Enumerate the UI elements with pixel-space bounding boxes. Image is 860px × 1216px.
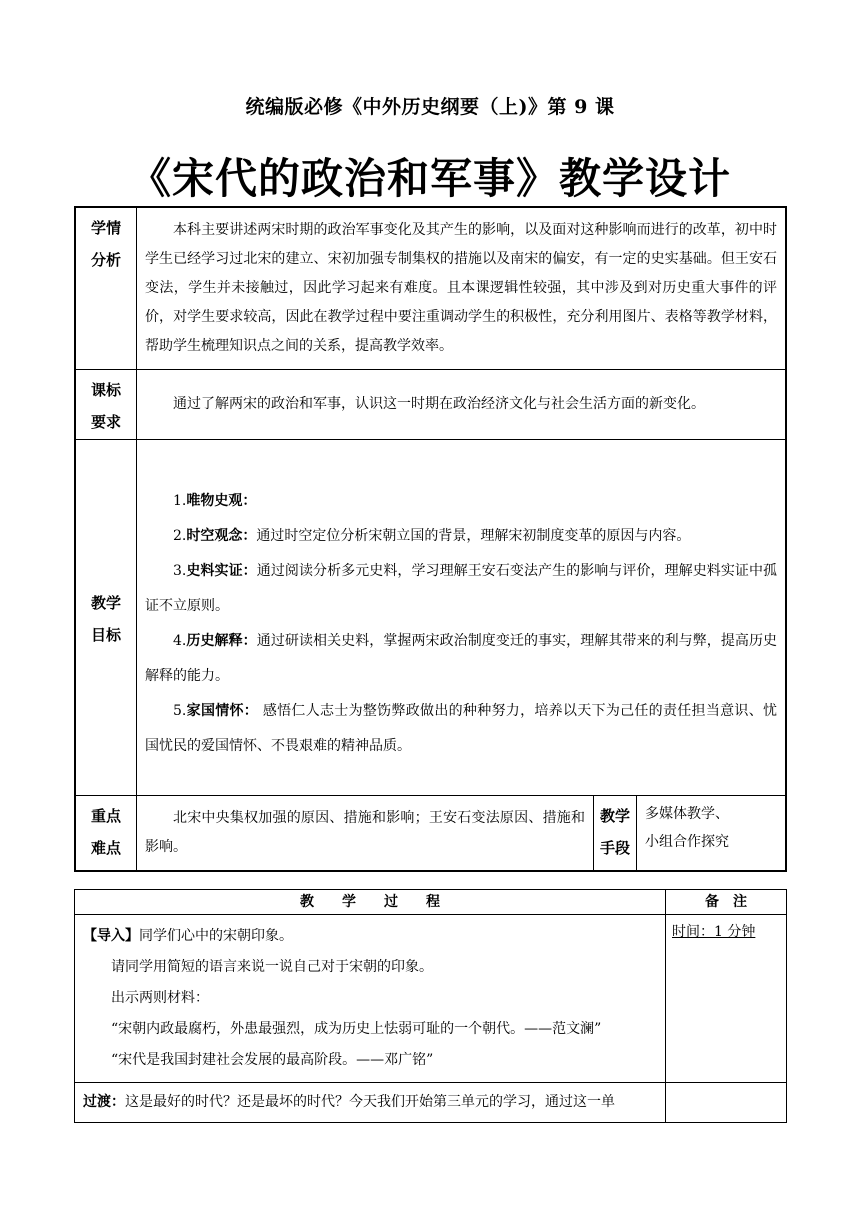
process-header: 教 学 过 程 — [75, 890, 666, 915]
goal-item: 3.史料实证：通过阅读分析多元史料，学习理解王安石变法产生的影响与评价，理解史料实证中孤证不立原则。 — [145, 562, 778, 614]
means-item: 小组合作探究 — [645, 834, 729, 850]
analysis-text: 本科主要讲述两宋时期的政治军事变化及其产生的影响，以及面对这种影响而进行的改革，初中时学生已经学习过北宋的建立、宋初加强专制集权的措施以及南宋的偏安，有一定的史实基础。但王安石变法，学生并未接触过，因此学习起来有难度。且本课逻辑性较强，其中涉及到对历史重大事件的评价，对学生要求较高，因此在教学过程中要注重调动学生的积极性，充分利用图片、表格等教学材料，帮助学生梳理知识点之间的关系，提高教学效率。 — [145, 222, 777, 354]
note-header: 备 注 — [666, 890, 787, 915]
goals-row — [75, 440, 786, 796]
transition-cell — [75, 1083, 666, 1123]
means-text-cell — [637, 796, 787, 872]
transition-text: 这是最好的时代？还是最坏的时代？今天我们开始第三单元的学习，通过这一单 — [125, 1094, 615, 1110]
note-cell — [666, 915, 787, 1083]
keypoints-text-cell — [137, 796, 594, 872]
transition-tag: 过渡： — [83, 1094, 125, 1110]
goal-item: 2.时空观念：通过时空定位分析宋朝立国的背景，理解宋初制度变革的原因与内容。 — [173, 527, 691, 544]
standard-text: 通过了解两宋的政治和军事，认识这一时期在政治经济文化与社会生活方面的新变化。 — [173, 396, 705, 412]
standard-text-cell — [137, 370, 787, 440]
analysis-row — [75, 207, 786, 370]
standard-label: 课标 要求 — [75, 370, 137, 440]
transition-row — [75, 1083, 787, 1123]
intro-cell — [75, 915, 666, 1083]
document-title: 《宋代的政治和军事》教学设计 — [128, 154, 731, 203]
keypoints-label: 重点 难点 — [75, 796, 137, 872]
means-item: 多媒体教学、 — [645, 806, 729, 822]
goals-label: 教学 目标 — [75, 440, 137, 796]
intro-line: 出示两则材料： — [111, 990, 209, 1006]
intro-tag: 【导入】 — [83, 928, 139, 944]
analysis-label: 学情 分析 — [75, 207, 137, 370]
goal-item: 1.唯物史观： — [173, 492, 257, 509]
goal-item: 4.历史解释：通过研读相关史料，掌握两宋政治制度变迁的事实，理解其带来的利与弊，提高历史解释的能力。 — [145, 632, 778, 684]
transition-note-cell — [666, 1083, 787, 1123]
document-subtitle: 统编版必修《中外历史纲要（上)》第 9 课 — [245, 96, 615, 118]
standard-row — [75, 370, 786, 440]
intro-heading: 【导入】同学们心中的宋朝印象。 — [83, 928, 293, 944]
intro-row — [75, 915, 787, 1083]
keypoints-row — [75, 796, 786, 872]
quote-line: “宋代是我国封建社会发展的最高阶段。——邓广铭” — [111, 1052, 434, 1068]
quote-line: “宋朝内政最腐朽，外患最强烈，成为历史上怯弱可耻的一个朝代。——范文澜” — [111, 1021, 602, 1037]
intro-line: 请同学用简短的语言来说一说自己对于宋朝的印象。 — [111, 959, 433, 975]
design-table — [74, 206, 787, 872]
process-header-row — [75, 890, 787, 915]
process-table — [74, 889, 787, 1123]
analysis-text-cell — [137, 207, 787, 370]
keypoints-text: 北宋中央集权加强的原因、措施和影响；王安石变法原因、措施和影响。 — [145, 810, 585, 855]
goals-list — [137, 440, 787, 796]
goal-item: 5.家国情怀： 感悟仁人志士为整饬弊政做出的种种努力，培养以天下为己任的责任担当意识、忧国忧民的爱国情怀、不畏艰难的精神品质。 — [145, 702, 778, 754]
means-label: 教学 手段 — [594, 796, 637, 872]
time-note: 时间：1 分钟 — [672, 924, 756, 940]
